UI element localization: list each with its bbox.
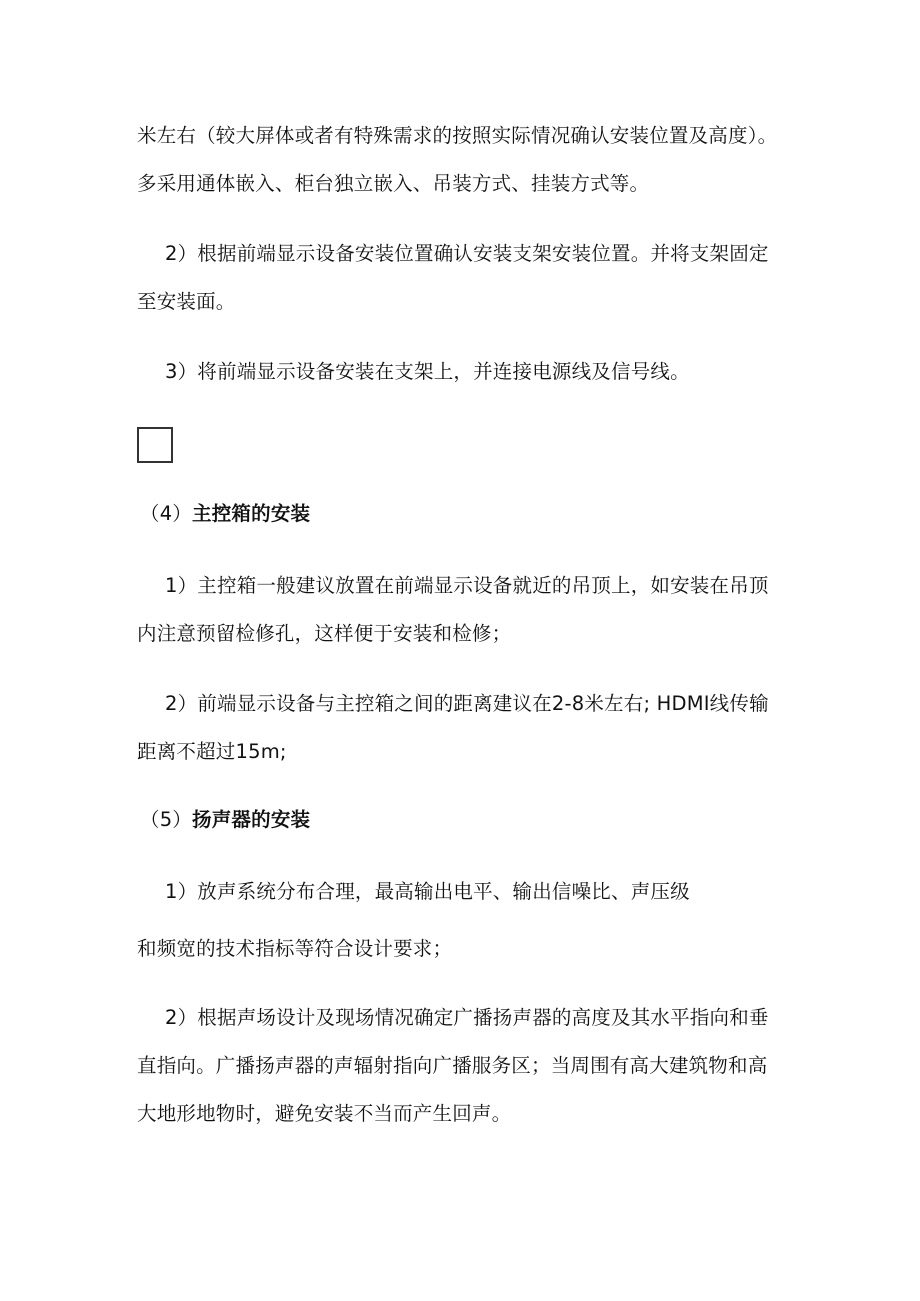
paragraph-text-line: 2）前端显示设备与主控箱之间的距离建议在2-8米左右; HDMI线传输 xyxy=(165,692,769,715)
paragraph-text-line: 米左右（较大屏体或者有特殊需求的按照实际情况确认安装位置及高度）。 xyxy=(137,124,778,147)
paragraph-text-line: 至安装面。 xyxy=(137,290,236,313)
section-number: （5） xyxy=(140,808,193,831)
section-heading-5 xyxy=(140,806,310,834)
paragraph-text-line: 3）将前端显示设备安装在支架上，并连接电源线及信号线。 xyxy=(165,360,690,383)
paragraph-text-line: 多采用通体嵌入、柜台独立嵌入、吊装方式、挂装方式等。 xyxy=(137,172,650,195)
paragraph-text-line: 距离不超过15m; xyxy=(137,740,287,763)
empty-image-placeholder xyxy=(137,427,173,463)
section-heading-4 xyxy=(140,500,310,528)
section-title: 主控箱的安装 xyxy=(192,502,311,525)
paragraph-text-line: 大地形地物时，避免安装不当而产生回声。 xyxy=(137,1102,512,1125)
paragraph-text-line: 和频宽的技术指标等符合设计要求； xyxy=(137,937,453,960)
paragraph-text-line: 内注意预留检修孔，这样便于安装和检修； xyxy=(137,622,512,645)
section-number: （4） xyxy=(140,502,193,525)
paragraph-text-line: 直指向。广播扬声器的声辐射指向广播服务区；当周围有高大建筑物和高 xyxy=(137,1054,768,1077)
paragraph-text-line: 2）根据前端显示设备安装位置确认安装支架安装位置。并将支架固定 xyxy=(165,242,769,265)
section-title: 扬声器的安装 xyxy=(192,808,311,831)
paragraph-text-line: 1）放声系统分布合理，最高输出电平、输出信噪比、声压级 xyxy=(165,880,690,903)
paragraph-text-line: 1）主控箱一般建议放置在前端显示设备就近的吊顶上，如安装在吊顶 xyxy=(165,574,769,597)
paragraph-text-line: 2）根据声场设计及现场情况确定广播扬声器的高度及其水平指向和垂 xyxy=(165,1006,769,1029)
